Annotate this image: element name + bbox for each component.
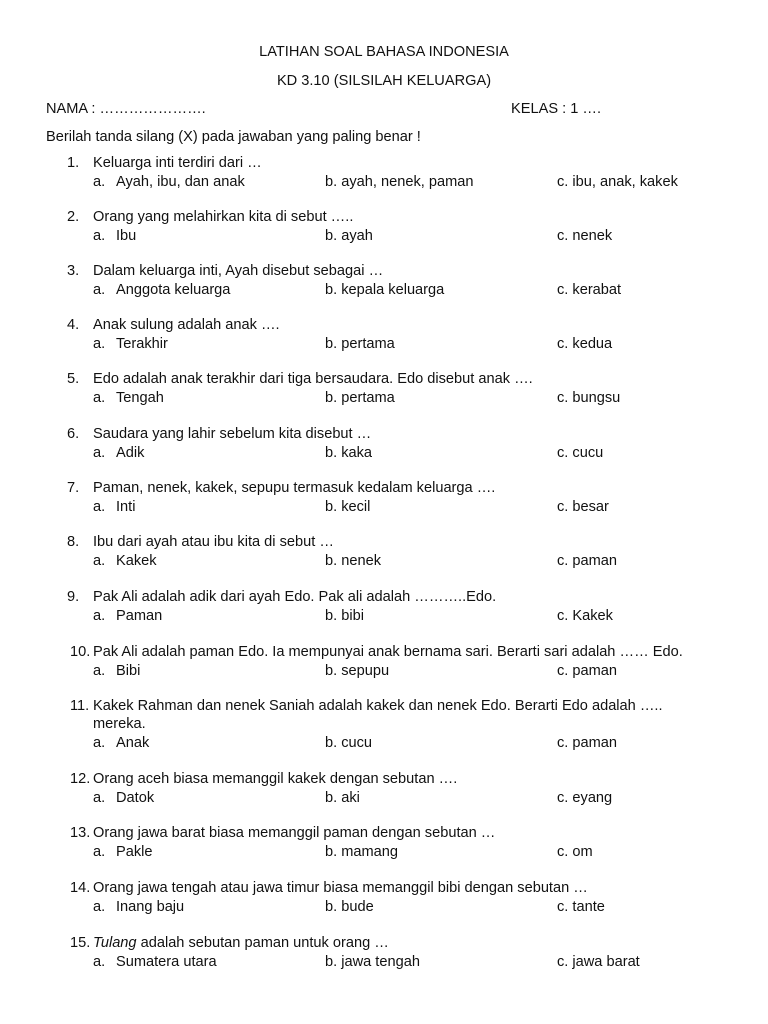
option-c: c. eyang (557, 790, 613, 806)
option-c: c. bungsu (557, 390, 621, 406)
option-c: c. paman (557, 553, 618, 569)
question-text: Edo adalah anak terakhir dari tiga bersaudara. Edo disebut anak …. (93, 371, 533, 387)
option-c: c. besar (557, 499, 609, 515)
option-b: b. kaka (325, 445, 373, 461)
option-b: b. bude (325, 899, 374, 915)
option-c: c. nenek (557, 228, 613, 244)
worksheet-title: LATIHAN SOAL BAHASA INDONESIA (259, 44, 509, 60)
question-term: Tulang (93, 935, 137, 951)
option-b: b. mamang (325, 844, 399, 860)
worksheet-subtitle: KD 3.10 (SILSILAH KELUARGA) (276, 73, 492, 89)
option-a: a. Bibi (93, 663, 141, 679)
question-number: 12. (70, 771, 91, 787)
option-b: b. sepupu (325, 663, 390, 679)
question-number: 11. (70, 698, 90, 714)
option-b: b. pertama (325, 390, 395, 406)
option-b: b. nenek (325, 553, 381, 569)
option-c: c. Kakek (557, 608, 613, 624)
option-b: b. kecil (325, 499, 371, 515)
question-number: 5. (67, 371, 80, 387)
option-c: c. cucu (557, 445, 604, 461)
option-a: a. Adik (93, 445, 145, 461)
option-a: a. Kakek (93, 553, 157, 569)
option-c: c. kedua (557, 336, 613, 352)
question-text: Keluarga inti terdiri dari … (93, 155, 262, 171)
option-b: b. pertama (325, 336, 395, 352)
question-number: 1. (67, 155, 80, 171)
option-b: b. kepala keluarga (325, 282, 445, 298)
question-number: 2. (67, 209, 80, 225)
option-a: a. Pakle (93, 844, 153, 860)
question-number: 9. (67, 589, 80, 605)
question-text: Pak Ali adalah paman Edo. Ia mempunyai anak bernama sari. Berarti sari adalah …… Edo. (93, 644, 683, 660)
option-a: a. Sumatera utara (93, 954, 217, 970)
question-text: Saudara yang lahir sebelum kita disebut … (93, 426, 372, 442)
question-text: Anak sulung adalah anak …. (93, 317, 280, 333)
option-a: a. Inang baju (93, 899, 185, 915)
option-a: a. Anggota keluarga (93, 282, 231, 298)
option-a: a. Datok (93, 790, 155, 806)
option-c: c. ibu, anak, kakek (557, 174, 678, 190)
question-number: 14. (70, 880, 91, 896)
question-text: Kakek Rahman dan nenek Saniah adalah kakek dan nenek Edo. Berarti Edo adalah ….. mereka. (93, 698, 663, 732)
option-a: a. Anak (93, 735, 150, 751)
question-number: 8. (67, 534, 80, 550)
question-text: Orang jawa tengah atau jawa timur biasa memanggil bibi dengan sebutan … (93, 880, 588, 896)
option-a: a. Paman (93, 608, 163, 624)
question-text: Tulang adalah sebutan paman untuk orang … (93, 935, 389, 951)
option-c: c. paman (557, 663, 618, 679)
question-text: Dalam keluarga inti, Ayah disebut sebagai … (93, 263, 384, 279)
question-text: Orang jawa barat biasa memanggil paman dengan sebutan … (93, 825, 496, 841)
option-a: a. Tengah (93, 390, 164, 406)
question-number: 15. (70, 935, 91, 951)
option-c: c. paman (557, 735, 618, 751)
option-a: a. Terakhir (93, 336, 168, 352)
question-text: Ibu dari ayah atau ibu kita di sebut … (93, 534, 334, 550)
question-text: Pak Ali adalah adik dari ayah Edo. Pak ali adalah ………..Edo. (93, 589, 497, 605)
question-number: 10. (70, 644, 91, 660)
name-field: NAMA : …………………. (46, 101, 206, 117)
option-c: c. kerabat (557, 282, 622, 298)
option-a: a. Ibu (93, 228, 137, 244)
option-a: a. Inti (93, 499, 136, 515)
option-b: b. ayah, nenek, paman (325, 174, 474, 190)
instruction-text: Berilah tanda silang (X) pada jawaban yang paling benar ! (46, 129, 421, 145)
question-text: Paman, nenek, kakek, sepupu termasuk kedalam keluarga …. (93, 480, 496, 496)
option-c: c. jawa barat (557, 954, 640, 970)
option-b: b. cucu (325, 735, 373, 751)
option-a: a. Ayah, ibu, dan anak (93, 174, 245, 190)
option-b: b. ayah (325, 228, 373, 244)
question-text: Orang yang melahirkan kita di sebut ….. (93, 209, 354, 225)
question-number: 3. (67, 263, 80, 279)
question-number: 13. (70, 825, 91, 841)
question-number: 6. (67, 426, 80, 442)
class-field: KELAS : 1 …. (511, 101, 602, 117)
option-b: b. bibi (325, 608, 364, 624)
option-c: c. tante (557, 899, 605, 915)
option-b: b. jawa tengah (325, 954, 420, 970)
question-text: Orang aceh biasa memanggil kakek dengan sebutan …. (93, 771, 458, 787)
option-b: b. aki (325, 790, 360, 806)
option-c: c. om (557, 844, 593, 860)
question-number: 4. (67, 317, 80, 333)
question-number: 7. (67, 480, 80, 496)
